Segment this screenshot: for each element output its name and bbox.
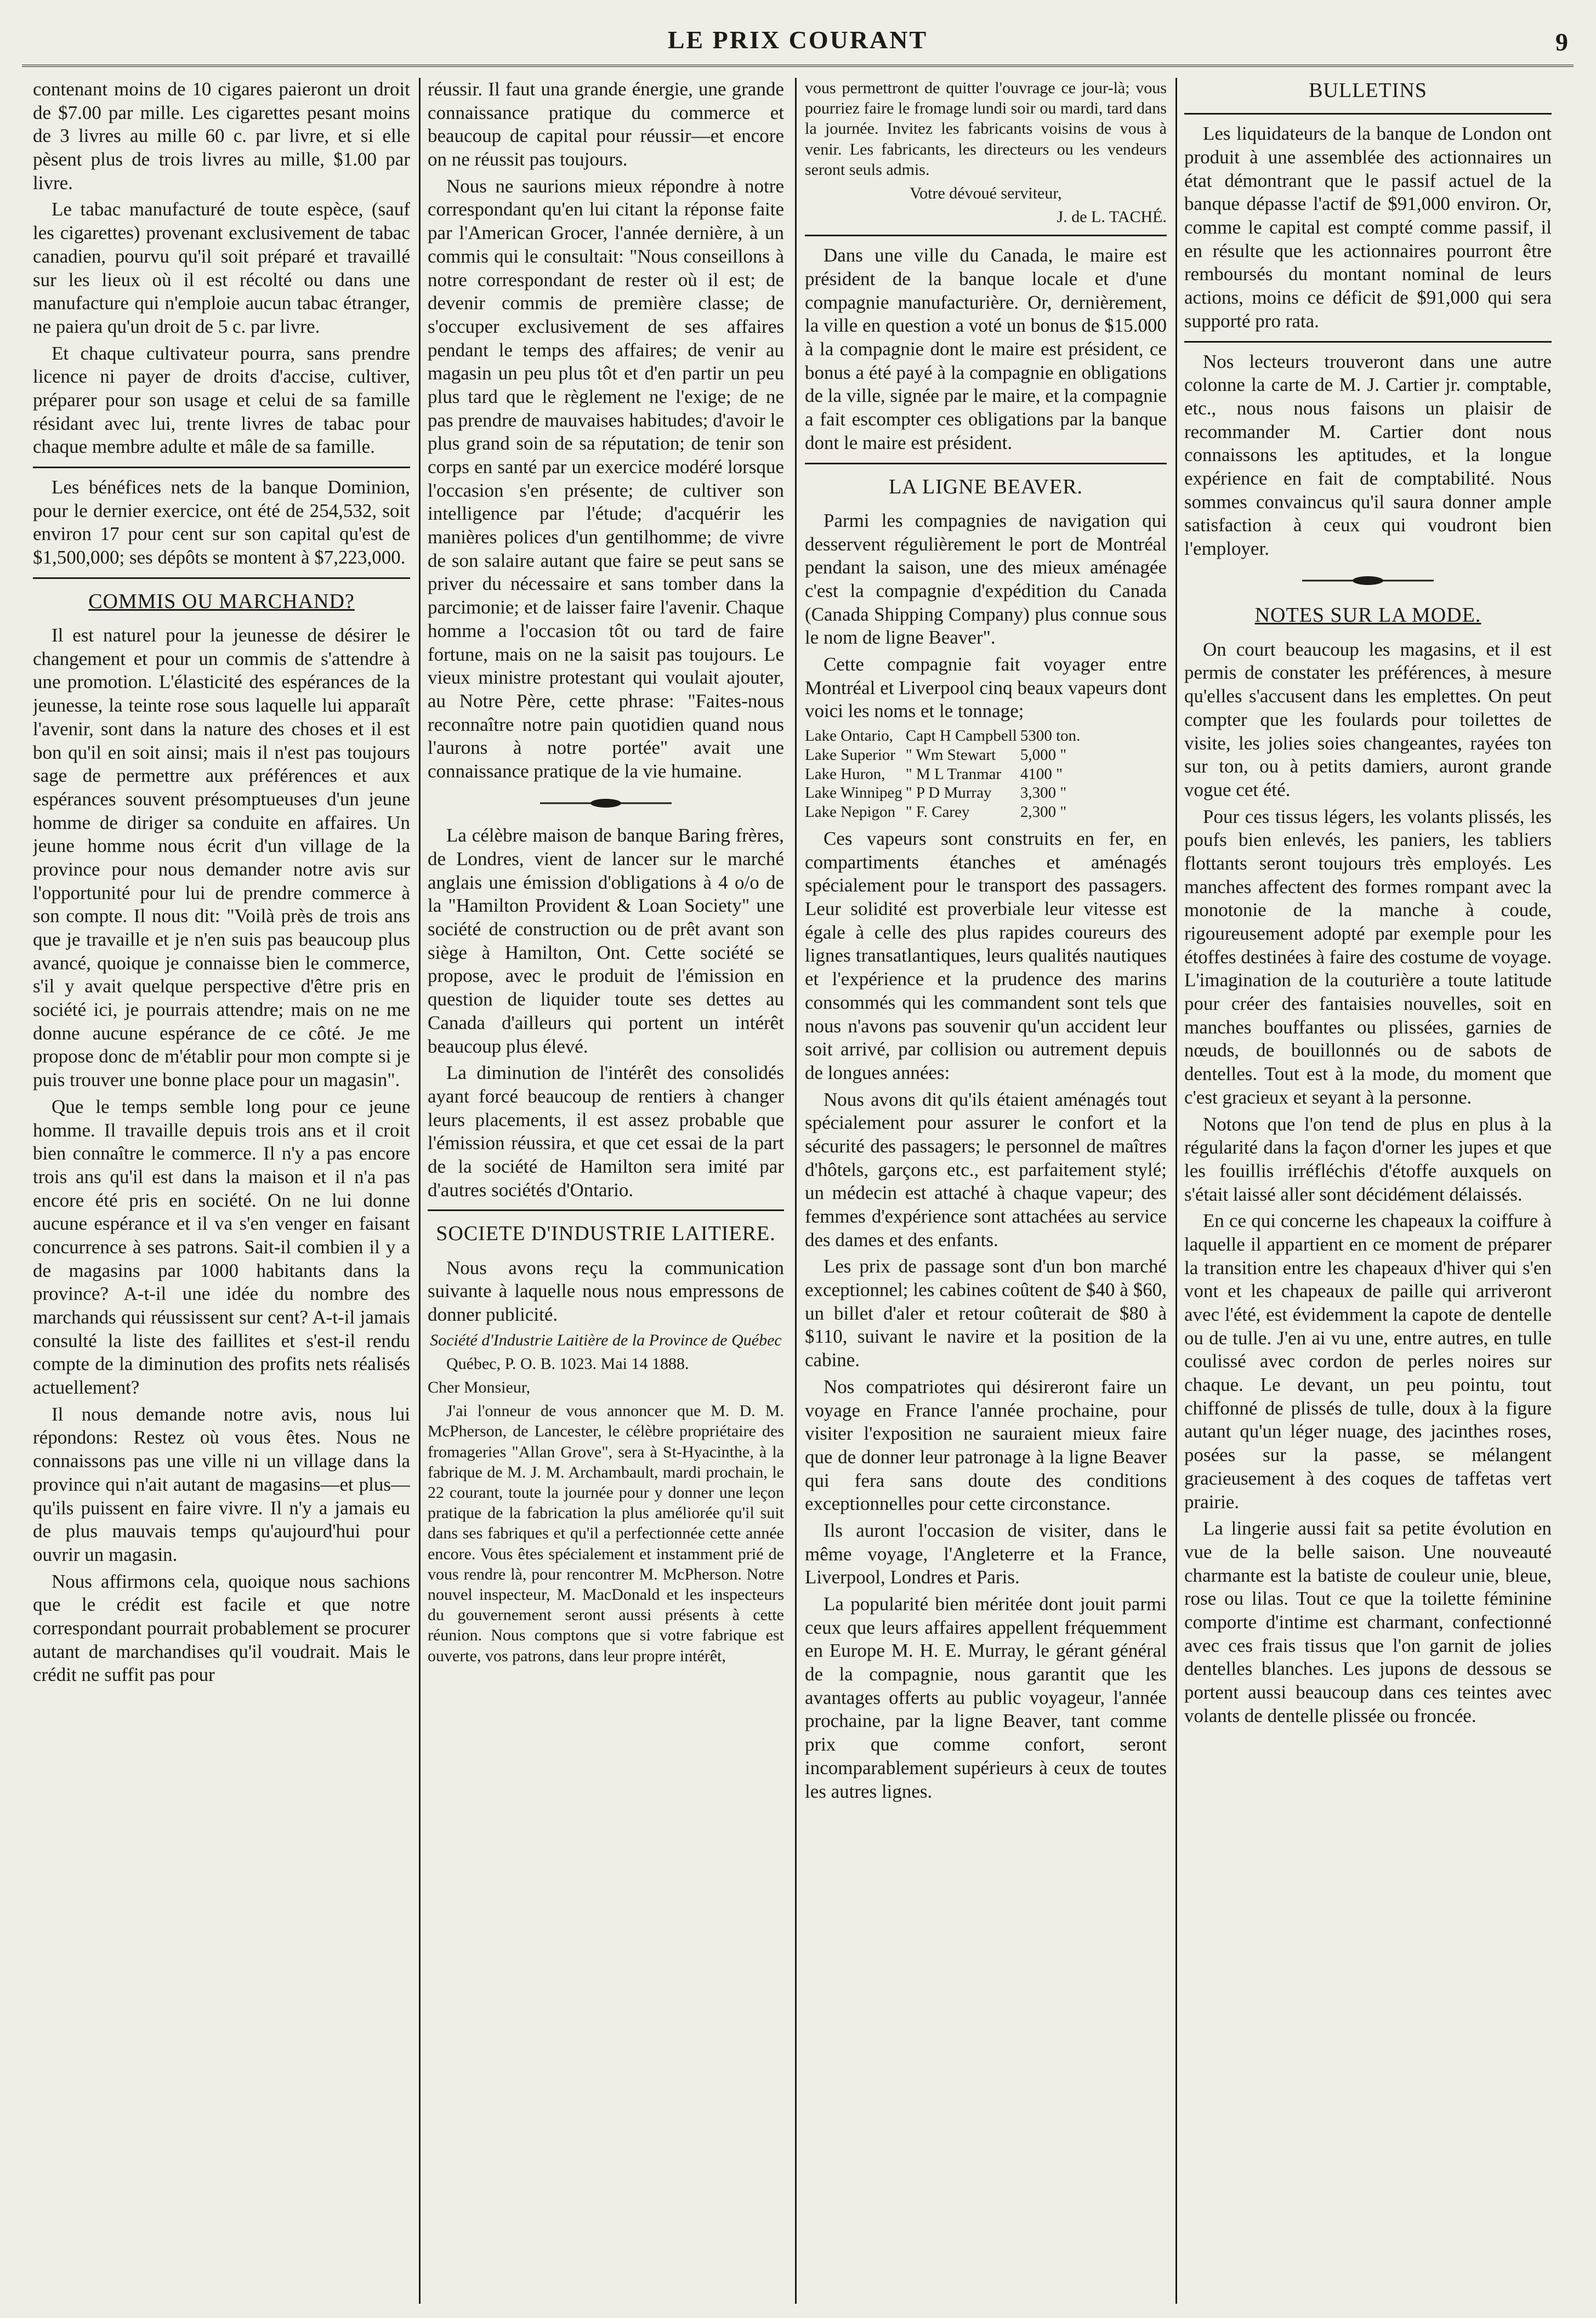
section-divider bbox=[805, 463, 1167, 464]
column-3 bbox=[805, 78, 1167, 2304]
column-rule bbox=[1175, 78, 1177, 2304]
section-divider bbox=[805, 235, 1167, 236]
article-paragraph: Que le temps semble long pour ce jeune homme. Il travaille depuis trois ans et il croit bien connaître le commerce. Il n'y a pas encore trois ans qu'il est dans la maison et il n'a pas encore été pris en société. On ne lui donne aucune espérance et il va s'en venger en faisant concurrence à ses patrons. Sait-il combien il y a de magasins par 1000 habitants dans la province? A-t-il une idée du nombre des marchands qui réussissent sur cent? A-t-il jamais consulté la liste des faillites et s'est-il rendu compte de la diminution des profits nets réalisés actuellement? bbox=[33, 1095, 410, 1399]
column-1 bbox=[33, 78, 410, 2304]
ship-tonnage: 4100 " bbox=[1020, 765, 1063, 783]
column-rule bbox=[419, 78, 421, 2304]
article-paragraph: Nos lecteurs trouveront dans une autre colonne la carte de M. J. Cartier jr. comptable, etc., nous nous faisons un plaisir de recommander M. Cartier dont nous connaissons les aptitudes, et la longue expérience en fait de comptabilité. Nous sommes convaincus qu'il saura donner ample satisfaction à ceux qui voudront bien l'employer. bbox=[1184, 350, 1552, 560]
ornament-divider bbox=[428, 792, 784, 816]
article-paragraph: En ce qui concerne les chapeaux la coiffure à laquelle il appartient en ce moment de préparer la transition entre les chapeaux d'hiver qui s'en vont et les chapeaux de paille qui arriveront avec l'été, est évidemment la capote de dentelle ou de tulle. J'en ai vu une, entre autres, en tulle coulissé avec cordon de perles noires sur chaque. Le devant, un peu pointu, tout chiffonné de plissés de tulle, doux à la figure autant qu'un léger nuage, des jacinthes roses, posées sur la passe, se mélangent gracieusement à des coques de taffetas vert prairie. bbox=[1184, 1210, 1552, 1513]
section-heading: NOTES SUR LA MODE. bbox=[1254, 604, 1481, 627]
letter-salutation: Cher Monsieur, bbox=[428, 1378, 531, 1397]
article-paragraph: Les liquidateurs de la banque de London ont produit à une assemblée des actionnaires un état démontrant que le passif actuel de la banque dépasse l'actif de $91,000 environ. Or, comme le capital est compté comme passif, il en résulte que les actionnaires pourront être remboursés du montant nominal de leurs actions, moins ce déficit de $91,000 qui sera supporté pro rata. bbox=[1184, 123, 1552, 332]
section-divider bbox=[1184, 341, 1552, 343]
section-divider bbox=[1184, 113, 1552, 115]
ship-name: Lake Winnipeg bbox=[805, 784, 902, 802]
article-paragraph: Ils auront l'occasion de visiter, dans le même voyage, l'Angleterre et la France, Liverpool, Londres et Paris. bbox=[805, 1519, 1167, 1588]
article-paragraph: La popularité bien méritée dont jouit parmi ceux que leurs affaires appellent fréquemment en Europe M. H. E. Murray, le gérant général de la compagnie, nous garantit que les avantages offerts au public voyageur, l'année prochaine, par la ligne Beaver, tant comme prix que comme confort, seront incomparablement supérieurs à ceux de toutes les autres lignes. bbox=[805, 1593, 1167, 1802]
article-paragraph: Pour ces tissus légers, les volants plissés, les poufs bien enlevés, les paniers, les tabliers flottants seront toujours très employés. Les manches affectent des formes rompant avec la monotonie de la manche à coude, rigoureusement adopté par exemple pour les étoffes destinées à faire des costume de voyage. L'imagination de la couturière a toute latitude pour créer des fantaisies nouvelles, soit en manches bouffantes ou plissées, garnies de nœuds, de bouillonnés ou de sabots de dentelles. Tout est à la mode, du moment que c'est gracieux et seyant à la personne. bbox=[1184, 805, 1552, 1108]
ship-captain: " P D Murray bbox=[905, 784, 992, 802]
article-paragraph: contenant moins de 10 cigares paieront un droit de $7.00 par mille. Les cigarettes pesant moins de 3 livres au mille 60 c. par livre, et si elle pèsent plus de trois livres au mille, $1.00 par livre. bbox=[33, 78, 410, 194]
article-paragraph: Nous avons reçu la communication suivante à laquelle nous nous empressons de donner publicité. bbox=[428, 1257, 784, 1326]
ships-table bbox=[805, 726, 1083, 822]
letter-signature: J. de L. TACHÉ. bbox=[1057, 208, 1167, 226]
column-2 bbox=[428, 78, 784, 2304]
ship-tonnage: 5,000 " bbox=[1020, 746, 1067, 764]
page-number: 9 bbox=[1555, 28, 1568, 56]
article-paragraph: réussir. Il faut una grande énergie, une grande connaissance pratique du commerce et beaucoup de capital pour réussir—et encore on ne réussit pas toujours. bbox=[428, 78, 784, 171]
ship-name: Lake Ontario, bbox=[805, 727, 894, 745]
article-paragraph: Cette compagnie fait voyager entre Montréal et Liverpool cinq beaux vapeurs dont voici les noms et le tonnage; bbox=[805, 653, 1167, 722]
table-row bbox=[805, 765, 1083, 784]
section-heading: BULLETINS bbox=[1309, 79, 1427, 102]
ship-tonnage: 3,300 " bbox=[1020, 784, 1067, 802]
article-paragraph: Et chaque cultivateur pourra, sans prendre licence ni payer de droits d'accise, cultiver, préparer pour son usage et celui de sa famille résidant avec lui, trente livres de tabac pour chaque membre adulte et mâle de sa famille. bbox=[33, 342, 410, 458]
article-paragraph: Dans une ville du Canada, le maire est président de la banque locale et d'une compagnie manufacturière. Or, dernièrement, la ville en question a voté un bonus de $15.000 à la compagnie dont le maire est président, ce bonus a été payé à la compagnie en obligations de la ville, signée par le maire, et la compagnie a fait escompter ces obligations par la banque dont le maire est président. bbox=[805, 245, 1167, 453]
article-paragraph: Notons que l'on tend de plus en plus à la régularité dans la façon d'orner les jupes et que les fouillis irréfléchis d'étoffe auxquels on s'était laissé aller sont décidément délaissés. bbox=[1184, 1113, 1552, 1205]
article-paragraph: Parmi les compagnies de navigation qui desservent régulièrement le port de Montréal pendant la saison, une des mieux aménagée c'est la compagnie d'expédition du Canada (Canada Shipping Company) plus connue sous le nom de ligne Beaver". bbox=[805, 509, 1167, 649]
article-paragraph: Nous ne saurions mieux répondre à notre correspondant qu'en lui citant la réponse faite par l'American Grocer, l'année dernière, à un commis qui le consultait: "Nous conseillons à notre correspondant de rester où il est; de devenir commis de première classe; de s'occuper exclusivement de ses affaires pendant le temps des affaires; de venir au magasin un peu plus tôt et d'en partir un peu plus tard que le règlement ne l'exige; de ne pas prendre de mauvaises habitudes; d'avoir le plus grand soin de sa réputation; de tenir son corps en santé par un exercice modéré lorsque l'occasion s'en présente; de cultiver son intelligence par l'étude; d'acquérir les manières polices d'un gentilhomme; de vivre de son salaire autant que faire se peut sans se priver du nécessaire et sans tomber dans la parcimonie; et de laisser faire l'avenir. Chaque homme a l'occasion tôt ou tard de faire fortune, mais on ne la saisit pas toujours. Le vieux ministre protestant qui voulait ajouter, au Notre Père, cette phrase: "Faites-nous reconnaître notre pain quotidien quand nous l'aurons à notre portée" avait une connaissance pratique de la vie humaine. bbox=[428, 175, 784, 782]
article-paragraph: Les prix de passage sont d'un bon marché exceptionnel; les cabines coûtent de $40 à $60, un billet d'aler et retour coûterait de $80 à $110, suivant le navire et la position de la cabine. bbox=[805, 1255, 1167, 1371]
letter-body: J'ai l'onneur de vous annoncer que M. D. M. McPherson, de Lancester, le célèbre propriétaire des fromageries "Allan Grove", sera à St-Hyacinthe, à la fabrique de M. J. M. Archambault, mardi prochain, le 22 courant, toute la journée pour y donner une leçon pratique de la fabrication la plus améliorée qu'il suit dans ses fabriques et qu'il a perfectionnée cette année encore. Vous êtes spécialement et instamment prié de vous rendre là, pour rencontrer M. McPherson. Notre nouvel inspecteur, M. MacDonald et les inspecteurs du gouvernement seront aussi présents à cette réunion. Nous comptons que si votre fabrique est ouverte, vos patrons, dans leur propre intérêt, bbox=[428, 1402, 784, 1665]
table-row bbox=[805, 726, 1083, 746]
column-4 bbox=[1184, 78, 1552, 2304]
table-row bbox=[805, 746, 1083, 765]
article-paragraph: Les bénéfices nets de la banque Dominion, pour le dernier exercice, ont été de 254,532, soit environ 17 pour cent sur son capital qu'est de $1,500,000; ses dépôts se montent à $7,223,000. bbox=[33, 476, 410, 569]
article-paragraph: Il nous demande notre avis, nous lui répondons: Restez où vous êtes. Nous ne connaissons pas une ville ni un village dans la province qui n'ait autant de magasins—et plus—qu'ils puissent en faire vivre. Il n'y a jamais eu de plus mauvais temps qu'aujourd'hui pour ouvrir un magasin. bbox=[33, 1403, 410, 1565]
letter-date: Québec, P. O. B. 1023. Mai 14 1888. bbox=[446, 1354, 689, 1373]
article-paragraph: La célèbre maison de banque Baring frères, de Londres, vient de lancer sur le marché anglais une émission d'obligations à 4 o/o de la "Hamilton Provident & Loan Society" une société de construction ou de prêt avant son siège à Hamilton, Ont. Cette société se propose, avec le produit de l'émission en question de liquider toute ses dettes au Canada d'ailleurs qui portent un intérêt beaucoup plus élevé. bbox=[428, 825, 784, 1057]
section-heading: LA LIGNE BEAVER. bbox=[888, 475, 1083, 498]
article-paragraph: Nous affirmons cela, quoique nous sachions que le crédit est facile et que notre correspondant pourrait probablement se procurer autant de marchandises qu'il voudrait. Mais le crédit ne suffit pas pour bbox=[33, 1570, 410, 1686]
article-paragraph: Le tabac manufacturé de toute espèce, (sauf les cigarettes) provenant exclusivement de tabac canadien, pourvu qu'il soit préparé et travaillé sur les lieux où il est récolté ou dans une manufacture qui n'emploie aucun tabac étranger, ne paiera qu'un droit de 5 c. par livre. bbox=[33, 198, 410, 337]
ship-captain: " Wm Stewart bbox=[905, 746, 996, 764]
letter-body: vous permettront de quitter l'ouvrage ce jour-là; vous pourriez faire le fromage lundi soir ou mardi, tard dans la journée. Invitez les fabricants voisins de vous à venir. Les fabricants, les directeurs ou les vendeurs seront seuls admis. bbox=[805, 79, 1167, 179]
article-paragraph: La lingerie aussi fait sa petite évolution en vue de la belle saison. Une nouveauté charmante est la batiste de couleur unie, bleue, rose ou lilas. Tout ce que la toilette féminine comporte d'intime est charmant, confectionné avec ces frais tissus que l'on garnit de jolies dentelles blanches. Les jupons de dessous se portent aussi beaucoup dans ces teintes avec volants de dentelle plissée ou froncée. bbox=[1184, 1518, 1552, 1726]
ship-captain: " F. Carey bbox=[905, 803, 970, 821]
letter-signoff: Votre dévoué serviteur, bbox=[910, 184, 1062, 202]
ship-tonnage: 2,300 " bbox=[1020, 803, 1067, 821]
ship-captain: " M L Tranmar bbox=[905, 765, 1002, 783]
newspaper-title: LE PRIX COURANT bbox=[667, 26, 928, 54]
ship-captain: Capt H Campbell bbox=[905, 727, 1017, 745]
ship-tonnage: 5300 ton. bbox=[1020, 727, 1081, 745]
section-heading: SOCIETE D'INDUSTRIE LAITIERE. bbox=[436, 1222, 776, 1246]
letter-title: Société d'Industrie Laitière de la Province de Québec bbox=[430, 1331, 782, 1349]
table-row bbox=[805, 803, 1083, 822]
column-rule bbox=[795, 78, 797, 2304]
page-header bbox=[22, 15, 1574, 67]
ship-name: Lake Huron, bbox=[805, 765, 885, 783]
section-divider bbox=[428, 1209, 784, 1211]
article-paragraph: Ces vapeurs sont construits en fer, en compartiments étanches et aménagés spécialement pour le transport des passagers. Leur solidité est proverbiale leur vitesse est égale à celle des plus rapides coureurs des lignes transatlantiques, leurs qualités nautiques et l'expérience et la prudence des marins consommés qui les commandent sont tels que nous n'avons pas souvenir qu'un accident leur soit arrivé, par collision ou autrement depuis de longues années: bbox=[805, 828, 1167, 1083]
article-paragraph: Nous avons dit qu'ils étaient aménagés tout spécialement pour assurer le confort et la sécurité des passagers; le personnel de maîtres d'hôtels, garçons etc., est parfaitement stylé; un médecin est attaché à chaque vapeur; des femmes d'expérience sont attachées au service des dames et des enfants. bbox=[805, 1088, 1167, 1251]
ship-name: Lake Superior bbox=[805, 746, 896, 764]
article-paragraph: La diminution de l'intérêt des consolidés ayant forcé beaucoup de rentiers à changer leurs placements, il est assez probable que l'émission réussira, et que cet essai de la part de la société de Hamilton sera imité par d'autres sociétés d'Ontario. bbox=[428, 1062, 784, 1201]
article-paragraph: Il est naturel pour la jeunesse de désirer le changement et pour un commis de s'attendre à une promotion. L'élasticité des espérances de la jeunesse, la teinte rose sous laquelle lui apparaît l'avenir, sont dans la nature des choses et il est bon qu'il en soit ainsi; mais il n'est pas toujours sage de permettre aux préférences et aux espérances souvent présomptueuses d'un jeune homme de diriger sa conduite en affaires. Un jeune homme nous écrit d'un village de la province pour nous demander notre avis sur l'opportunité pour lui de prendre commerce à son compte. Il nous dit: "Voilà près de trois ans que je travaille et je n'en suis pas beaucoup plus avancé, quoique je connaisse bien le commerce, s'il y avait quelque perspective d'être pris en société ici, je pourrais attendre; mais on ne me donne aucune espérance de ce côté. Je me propose donc de m'établir pour mon compte si je puis trouver une bonne place pour un magasin". bbox=[33, 624, 410, 1091]
section-divider bbox=[33, 467, 410, 468]
section-divider bbox=[33, 577, 410, 579]
ship-name: Lake Nepigon bbox=[805, 803, 896, 821]
ornament-divider bbox=[1184, 570, 1552, 593]
article-paragraph: Nos compatriotes qui désireront faire un voyage en France l'année prochaine, pour visiter l'exposition ne sauraient mieux faire que de donner leur patronage à la ligne Beaver qui fera sans doute des conditions exceptionnelles pour cette circonstance. bbox=[805, 1376, 1167, 1515]
section-heading: COMMIS OU MARCHAND? bbox=[88, 589, 355, 613]
article-paragraph: On court beaucoup les magasins, et il est permis de constater les préférences, à mesure qu'elles s'accusent dans les emplettes. On peut compter que les foulards pour toilettes de visite, les jolies soies changeantes, rayées ton sur ton, ou à petits damiers, auront grande vogue cet été. bbox=[1184, 638, 1552, 800]
table-row bbox=[805, 783, 1083, 803]
